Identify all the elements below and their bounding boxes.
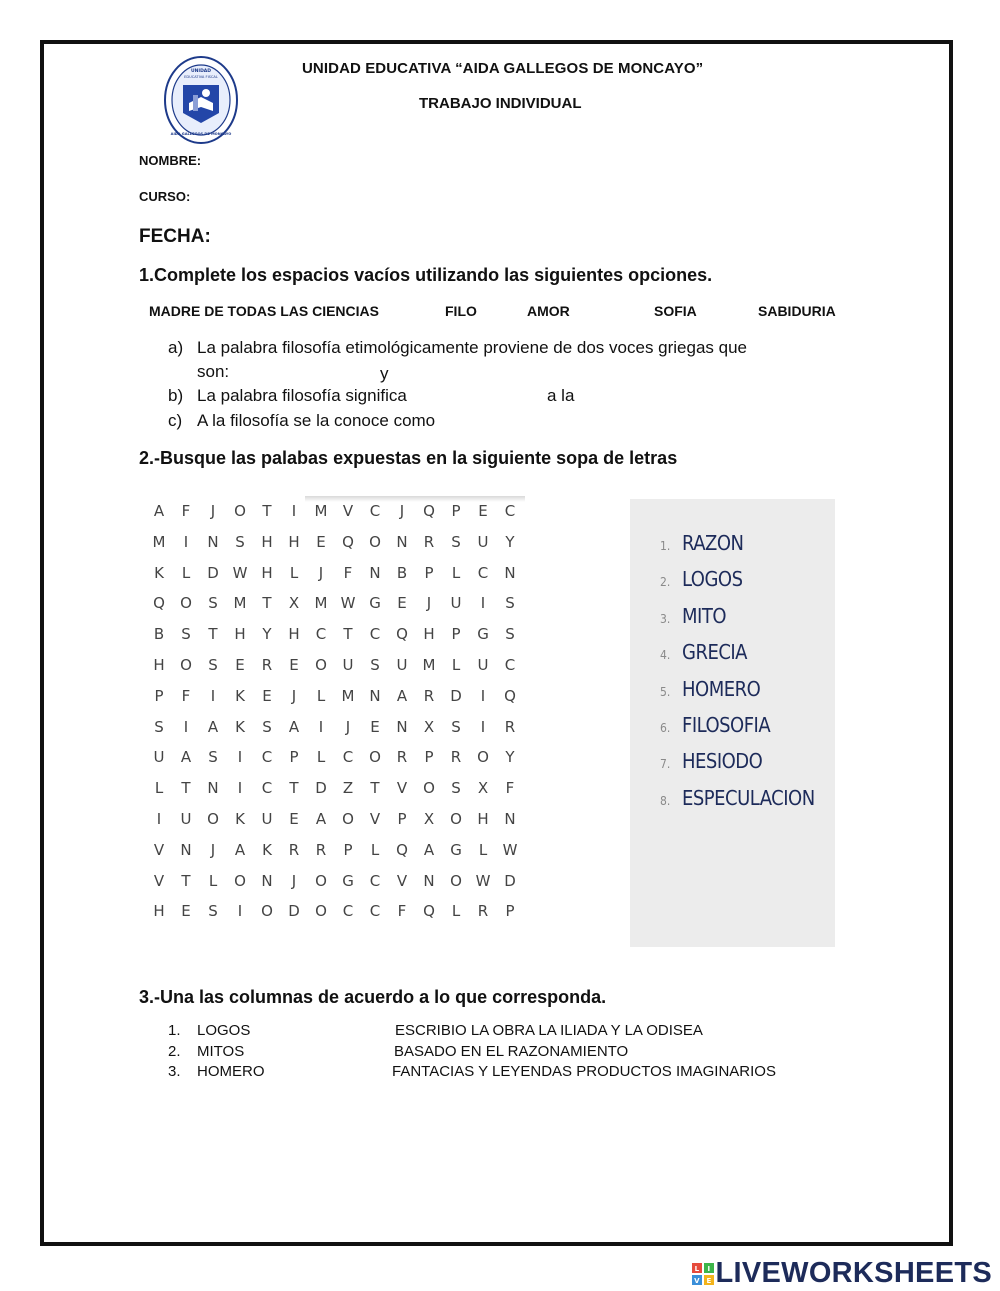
grid-letter[interactable]: I [480,686,486,705]
grid-letter[interactable]: S [370,656,380,674]
nombre-label: NOMBRE: [139,153,202,168]
grid-letter[interactable]: J [318,563,324,582]
grid-letter[interactable]: O [450,871,462,890]
grid-letter[interactable]: L [208,871,218,890]
grid-letter[interactable]: H [261,563,273,582]
grid-letter[interactable]: F [505,779,515,798]
grid-letter[interactable]: O [315,871,327,890]
word-list-number: 7. [660,757,671,772]
grid-letter[interactable]: W [340,594,356,613]
grid-letter[interactable]: T [343,625,353,644]
word-list-item [660,713,770,737]
grid-letter[interactable]: L [451,902,461,921]
grid-letter[interactable]: S [235,532,245,551]
option-sabiduria: SABIDURIA [758,303,836,319]
grid-letter[interactable]: X [288,594,300,613]
grid-letter[interactable]: N [180,840,192,859]
q1-item-a-son: son: [197,362,230,381]
grid-letter[interactable]: N [369,686,381,705]
grid-letter[interactable]: G [477,625,489,644]
liveworksheets-logo-icon [692,1263,714,1285]
logo-box-i: I [707,1265,710,1274]
grid-letter[interactable]: T [208,625,218,644]
grid-letter[interactable]: I [210,686,216,705]
grid-letter[interactable]: O [234,502,246,520]
grid-letter[interactable]: L [316,686,326,705]
word-list-number: 8. [660,793,671,808]
word-list-item [660,677,760,701]
grid-letter[interactable]: A [234,840,246,859]
grid-letter[interactable]: V [369,810,381,828]
question-1-title: 1.Complete los espacios vacíos utilizando las siguientes opciones. [139,265,713,285]
grid-letter[interactable]: E [181,902,191,921]
grid-letter[interactable]: J [399,502,405,520]
grid-letter[interactable]: R [315,840,327,859]
grid-letter[interactable]: R [450,748,462,767]
grid-letter[interactable]: U [450,594,462,613]
word-list-item [660,604,726,628]
grid-letter[interactable]: P [424,748,434,767]
grid-letter[interactable]: I [237,902,243,921]
grid-letter[interactable]: R [396,748,408,767]
logo-text-mid: EDUCATIVA FISCAL [184,75,218,79]
q1-item-b-text: La palabra filosofía significa [197,386,407,405]
word-list-number: 1. [660,539,671,553]
grid-letter[interactable]: U [342,656,354,674]
grid-letter[interactable]: O [477,748,489,767]
word-list-panel [630,499,835,947]
logo-box-l: L [694,1265,699,1274]
grid-letter[interactable]: K [154,563,164,582]
match-left-num-3: 3. [168,1063,181,1080]
grid-letter[interactable]: I [291,502,297,520]
logo-box-e: E [705,1277,712,1286]
grid-letter[interactable]: U [261,810,273,828]
grid-letter[interactable]: M [314,594,328,613]
match-left-num-2: 2. [168,1043,181,1060]
question-3-title: 3.-Una las columnas de acuerdo a lo que corresponda. [139,987,607,1007]
grid-letter[interactable]: E [262,686,272,705]
grid-letter[interactable]: Y [505,748,515,767]
grid-letter[interactable]: U [477,532,489,551]
grid-letter[interactable]: C [477,563,489,582]
grid-letter[interactable]: K [262,840,272,859]
grid-letter[interactable]: E [397,594,407,613]
grid-letter[interactable]: F [343,563,353,582]
grid-letter[interactable]: R [288,840,300,859]
word-list-word: RAZON [682,531,744,555]
logo-text-top: UNIDAD [190,69,212,74]
q1-item-a [168,338,848,388]
grid-letter[interactable]: I [237,748,243,767]
grid-letter[interactable]: O [342,810,354,828]
match-left-num-1: 1. [168,1022,181,1039]
grid-letter[interactable]: A [396,686,408,705]
grid-letter[interactable]: L [154,779,164,798]
grid-letter[interactable]: H [288,625,300,644]
grid-letter[interactable]: O [315,902,327,921]
grid-letter[interactable]: S [505,625,515,644]
match-right-1: ESCRIBIO LA OBRA LA ILIADA Y LA ODISEA [395,1022,703,1039]
match-right-3: FANTACIAS Y LEYENDAS PRODUCTOS IMAGINARIOS [392,1063,776,1080]
grid-letter[interactable]: F [181,686,191,705]
grid-letter[interactable]: X [423,810,435,828]
match-right-2: BASADO EN EL RAZONAMIENTO [394,1043,629,1060]
grid-letter[interactable]: L [451,656,461,674]
grid-letter[interactable]: E [289,656,299,674]
grid-letter[interactable]: V [153,840,165,859]
grid-letter[interactable]: S [262,717,272,736]
word-list-item [660,567,743,591]
word-list-word: HESIODO [682,749,763,774]
grid-letter[interactable]: P [451,502,461,520]
school-logo [163,55,239,145]
grid-letter[interactable]: V [396,779,408,798]
q1-item-a-marker: a) [168,338,184,357]
grid-letter[interactable]: B [396,563,408,582]
grid-letter[interactable]: S [208,748,218,767]
grid-letter[interactable]: G [342,871,354,890]
grid-letter[interactable]: V [342,502,354,520]
grid-letter[interactable]: S [451,779,461,798]
grid-letter[interactable]: O [180,656,192,674]
grid-letter[interactable]: T [181,871,191,890]
grid-letter[interactable]: S [208,594,218,613]
grid-letter[interactable]: R [423,686,435,705]
grid-letter[interactable]: C [369,502,381,520]
fecha-label: FECHA: [139,226,211,247]
grid-letter[interactable]: P [343,840,353,859]
option-sofia: SOFIA [654,303,697,319]
grid-letter[interactable]: C [342,902,354,921]
curso-label: CURSO: [139,189,191,204]
grid-letter[interactable]: J [291,871,297,890]
question-2-title: 2.-Busque las palabas expuestas en la siguiente sopa de letras [139,448,678,468]
word-list-word: GRECIA [682,640,747,665]
grid-letter[interactable]: O [207,810,219,828]
word-list-number: 4. [660,648,671,663]
grid-letter[interactable]: O [315,656,327,674]
grid-letter[interactable]: U [153,748,165,767]
grid-letter[interactable]: S [505,594,515,613]
grid-letter[interactable]: J [291,686,297,705]
grid-letter[interactable]: T [262,594,272,613]
grid-letter[interactable]: H [234,625,246,644]
grid-letter[interactable]: A [180,748,192,767]
grid-letter[interactable]: L [451,563,461,582]
grid-letter[interactable]: V [396,871,408,890]
grid-letter[interactable]: Y [262,625,272,644]
match-left-1: LOGOS [197,1022,251,1039]
grid-letter[interactable]: I [480,594,486,613]
grid-letter[interactable]: A [288,717,300,736]
grid-letter[interactable]: E [316,532,326,551]
grid-letter[interactable]: P [451,625,461,644]
word-list-word: HOMERO [682,676,761,701]
grid-letter[interactable]: F [397,902,407,921]
grid-letter[interactable]: N [504,810,516,828]
grid-letter[interactable]: R [504,717,516,736]
grid-letter[interactable]: C [504,502,516,520]
grid-letter[interactable]: O [450,810,462,828]
grid-letter[interactable]: K [235,686,245,705]
word-list-number: 3. [660,611,671,626]
word-list-item [660,531,743,555]
grid-letter[interactable]: A [207,717,219,736]
grid-letter[interactable]: N [396,532,408,551]
grid-letter[interactable]: M [314,502,328,520]
word-list-number: 5. [660,684,671,699]
q1-item-b [168,386,848,408]
grid-letter[interactable]: L [370,840,380,859]
word-list-number: 2. [660,575,671,590]
grid-letter[interactable]: X [477,779,489,798]
worksheet-subtitle: TRABAJO INDIVIDUAL [419,95,582,112]
word-list-word: FILOSOFIA [682,713,771,737]
grid-letter[interactable]: N [423,871,435,890]
grid-letter[interactable]: Z [342,779,354,798]
grid-letter[interactable]: C [369,902,381,921]
grid-letter[interactable]: I [318,717,324,736]
grid-letter[interactable]: J [345,717,351,736]
grid-letter[interactable]: W [502,840,518,859]
grid-letter[interactable]: M [422,656,436,674]
grid-letter[interactable]: N [504,563,516,582]
match-left-2: MITOS [197,1043,245,1060]
grid-letter[interactable]: H [153,656,165,674]
grid-letter[interactable]: R [423,532,435,551]
grid-letter[interactable]: W [475,871,491,890]
grid-letter[interactable]: C [261,779,273,798]
grid-letter[interactable]: P [154,686,164,705]
grid-letter[interactable]: H [153,902,165,921]
q1-item-b-text2: a la [547,386,575,405]
grid-letter[interactable]: H [477,810,489,828]
grid-letter[interactable]: C [504,656,516,674]
q1-item-a-y: y [380,364,389,383]
grid-letter[interactable]: A [315,810,327,828]
grid-letter[interactable]: D [288,902,300,921]
grid-letter[interactable]: S [451,717,461,736]
grid-letter[interactable]: N [207,779,219,798]
word-list-number: 6. [660,721,671,735]
grid-letter[interactable]: X [423,717,435,736]
grid-letter[interactable]: S [208,902,218,921]
grid-letter[interactable]: N [261,871,273,890]
grid-letter[interactable]: M [233,594,247,613]
grid-letter[interactable]: J [210,840,216,859]
grid-letter[interactable]: H [261,532,273,551]
grid-letter[interactable]: K [235,810,245,828]
grid-letter[interactable]: M [152,532,166,551]
grid-letter[interactable]: T [262,502,272,520]
grid-letter[interactable]: Q [423,902,435,921]
grid-letter[interactable]: E [478,502,488,520]
logo-text-ring: AIDA GALLEGOS DE MONCAYO [170,132,232,136]
q1-item-c-marker: c) [168,411,183,430]
grid-letter[interactable]: I [156,810,162,828]
option-filo: FILO [445,303,477,319]
grid-letter[interactable]: Q [342,532,354,551]
grid-letter[interactable]: P [505,902,515,921]
grid-letter[interactable]: U [477,656,489,674]
grid-letter[interactable]: J [210,502,216,520]
word-list-word: LOGOS [682,567,743,592]
grid-letter[interactable]: Q [153,594,165,613]
grid-letter[interactable]: E [370,717,380,736]
match-left-3: HOMERO [197,1063,265,1080]
grid-letter[interactable]: G [450,840,462,859]
grid-letter[interactable]: R [261,656,273,674]
grid-letter[interactable]: Y [505,532,515,551]
grid-letter[interactable]: U [180,810,192,828]
grid-letter[interactable]: L [316,748,326,767]
grid-letter[interactable]: D [504,871,516,890]
grid-letter[interactable]: L [181,563,191,582]
grid-letter[interactable]: S [451,532,461,551]
grid-letter[interactable]: H [288,532,300,551]
grid-letter[interactable]: L [289,563,299,582]
grid-letter[interactable]: O [369,532,381,551]
grid-letter[interactable]: C [315,625,327,644]
grid-letter[interactable]: D [315,779,327,798]
grid-letter[interactable]: R [477,902,489,921]
grid-letter[interactable]: Q [423,502,435,520]
word-search-grid [148,502,528,932]
q1-item-c [168,411,848,433]
grid-letter[interactable]: O [180,594,192,613]
grid-letter[interactable]: T [181,779,191,798]
grid-letter[interactable]: J [426,594,432,613]
grid-letter[interactable]: P [289,748,299,767]
grid-letter[interactable]: D [207,563,219,582]
word-list-item [660,640,747,664]
grid-letter[interactable]: A [423,840,435,859]
grid-letter[interactable]: Q [396,625,408,644]
grid-letter[interactable]: C [369,625,381,644]
grid-letter[interactable]: F [181,502,191,520]
grid-letter[interactable]: S [154,717,164,736]
grid-letter[interactable]: E [289,810,299,828]
grid-letter[interactable]: I [183,532,189,551]
grid-letter[interactable]: O [261,902,273,921]
grid-letter[interactable]: P [397,810,407,828]
grid-letter[interactable]: K [235,717,245,736]
grid-letter[interactable]: V [153,871,165,890]
liveworksheets-brand[interactable] [692,1257,993,1290]
school-name: UNIDAD EDUCATIVA “AIDA GALLEGOS DE MONCAYO” [302,60,704,77]
grid-letter[interactable]: I [480,717,486,736]
grid-letter[interactable]: I [183,717,189,736]
word-list-item [660,749,762,773]
option-amor: AMOR [527,303,570,319]
grid-letter[interactable]: B [153,625,165,644]
logo-box-v: V [693,1277,700,1286]
grid-letter[interactable]: L [478,840,488,859]
word-list-word: ESPECULACION [682,785,815,810]
q1-item-c-text: A la filosofía se la conoce como [197,411,436,430]
grid-letter[interactable]: I [237,779,243,798]
grid-letter[interactable]: Q [504,686,516,705]
grid-letter[interactable]: N [396,717,408,736]
grid-letter[interactable]: S [181,625,191,644]
word-list-word: MITO [682,603,726,628]
grid-letter[interactable]: A [153,502,165,520]
q1-item-b-marker: b) [168,386,184,405]
grid-letter[interactable]: P [424,563,434,582]
grid-letter[interactable]: W [232,563,248,582]
word-list-item [660,786,815,810]
brand-text: LIVEWORKSHEETS [715,1257,992,1289]
grid-letter[interactable]: N [369,563,381,582]
grid-letter[interactable]: T [289,779,299,798]
grid-letter[interactable]: Q [396,840,408,859]
grid-letter[interactable]: C [369,871,381,890]
grid-letter[interactable]: G [369,594,381,613]
q1-item-a-line1: La palabra filosofía etimológicamente proviene de dos voces griegas que [197,338,748,357]
option-madre: MADRE DE TODAS LAS CIENCIAS [149,303,379,319]
grid-letter[interactable]: N [207,532,219,551]
grid-letter[interactable]: E [235,656,245,674]
grid-letter[interactable]: H [423,625,435,644]
grid-letter[interactable]: D [450,686,462,705]
grid-letter[interactable]: O [234,871,246,890]
grid-letter[interactable]: M [341,686,355,705]
grid-letter[interactable]: C [342,748,354,767]
grid-letter[interactable]: U [396,656,408,674]
grid-letter[interactable]: T [370,779,380,798]
grid-letter[interactable]: O [369,748,381,767]
grid-letter[interactable]: O [423,779,435,798]
grid-letter[interactable]: C [261,748,273,767]
grid-letter[interactable]: S [208,656,218,674]
